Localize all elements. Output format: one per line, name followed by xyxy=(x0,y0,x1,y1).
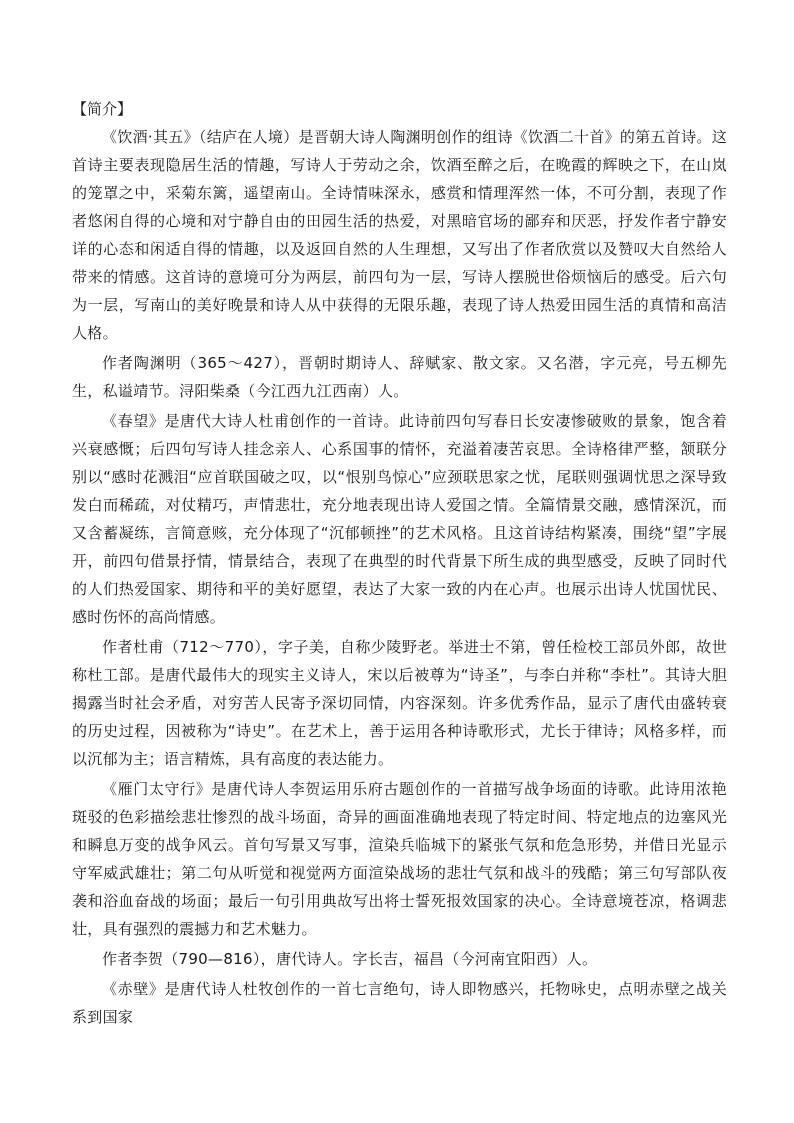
paragraph-du-fu-bio: 作者杜甫（712～770），字子美，自称少陵野老。举进士不第，曾任检校工部员外郎，故世称杜工部。是唐代最伟大的现实主义诗人，宋以后被尊为“诗圣”，与李白并称“李杜”。其诗大胆揭露当时社会矛盾，对穷苦人民寄予深切同情，内容深刻。许多优秀作品，显示了唐代由盛转衰的历史过程，因被称为“诗史”。在艺术上，善于运用各种诗歌形式，尤长于律诗；风格多样，而以沉郁为主；语言精炼，具有高度的表达能力。 xyxy=(72,638,727,768)
section-heading: 【简介】 xyxy=(72,100,133,118)
paragraph-yinjiu-intro: 《饮酒·其五》（结庐在人境）是晋朝大诗人陶渊明创作的组诗《饮酒二十首》的第五首诗。这首诗主要表现隐居生活的情趣，写诗人于劳动之余，饮酒至醉之后，在晚霞的辉映之下，在山岚的笼罩之中，采菊东篱，遥望南山。全诗情味深永，感赏和情理浑然一体，不可分割，表现了作者悠闲自得的心境和对宁静自由的田园生活的热爱，对黑暗官场的鄙弃和厌恶，抒发作者宁静安详的心态和闲适自得的情趣，以及返回自然的人生理想，又写出了作者欣赏以及赞叹大自然给人带来的情感。这首诗的意境可分为两层，前四句为一层，写诗人摆脱世俗烦恼后的感受。后六句为一层，写南山的美好晚景和诗人从中获得的无限乐趣，表现了诗人热爱田园生活的真情和高洁人格。 xyxy=(72,128,727,342)
paragraph-li-he-bio: 作者李贺（790—816），唐代诗人。字长吉，福昌（今河南宜阳西）人。 xyxy=(102,950,598,968)
paragraph-tao-yuanming-bio: 作者陶渊明（365～427），晋朝时期诗人、辞赋家、散文家。又名潜，字元亮，号五柳先生，私谥靖节。浔阳柴桑（今江西九江西南）人。 xyxy=(72,354,727,400)
paragraph-chunwang-intro: 《春望》是唐代大诗人杜甫创作的一首诗。此诗前四句写春日长安凄惨破败的景象，饱含着兴衰感慨；后四句写诗人挂念亲人、心系国事的情怀，充溢着凄苦哀思。全诗格律严整，颔联分别以“感时花溅泪“应首联国破之叹，以“恨别鸟惊心”应颈联思家之忧，尾联则强调忧思之深导致发白而稀疏，对仗精巧，声情悲壮，充分地表现出诗人爱国之情。全篇情景交融，感情深沉，而又含蓄凝练，言简意赅，充分体现了“沉郁顿挫”的艺术风格。且这首诗结构紧凑，围绕“望”字展开，前四句借景抒情，情景结合，表现了在典型的时代背景下所生成的典型感受，反映了同时代的人们热爱国家、期待和平的美好愿望，表达了大家一致的内在心声。也展示出诗人忧国忧民、感时伤怀的高尚情感。 xyxy=(72,412,727,626)
document-body xyxy=(72,96,727,1031)
paragraph-yanmen-intro: 《雁门太守行》是唐代诗人李贺运用乐府古题创作的一首描写战争场面的诗歌。此诗用浓艳斑驳的色彩描绘悲壮惨烈的战斗场面，奇异的画面准确地表现了特定时间、特定地点的边塞风光和瞬息万变的战争风云。首句写景又写事，渲染兵临城下的紧张气氛和危急形势，并借日光显示守军威武雄壮；第二句从听觉和视觉两方面渲染战场的悲壮气氛和战斗的残酷；第三句写部队夜袭和浴血奋战的场面；最后一句引用典故写出将士誓死报效国家的决心。全诗意境苍凉，格调悲壮，具有强烈的震撼力和艺术魅力。 xyxy=(72,780,727,938)
paragraph-chibi-intro: 《赤壁》是唐代诗人杜牧创作的一首七言绝句，诗人即物感兴，托物咏史，点明赤壁之战关系到国家 xyxy=(72,980,727,1026)
